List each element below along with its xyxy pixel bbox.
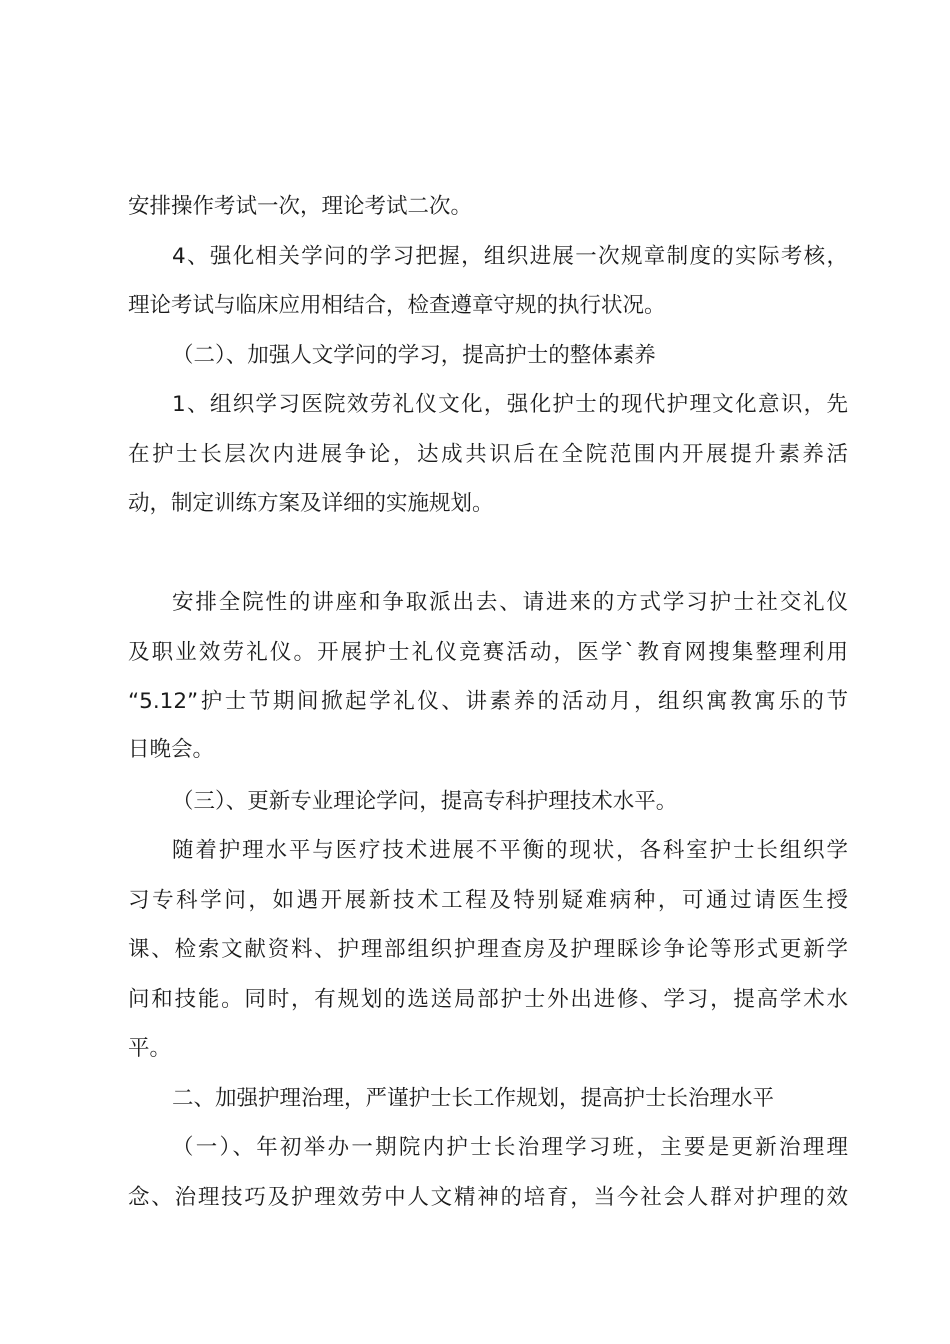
text-line: 日晚会。 <box>128 737 215 762</box>
text-line: 在护士长层次内进展争论，达成共识后在全院范围内开展提升素养活 <box>128 442 848 467</box>
text-line: 理论考试与临床应用相结合，检查遵章守规的执行状况。 <box>128 293 666 318</box>
text-line: “5.12”护士节期间掀起学礼仪、讲素养的活动月，组织寓教寓乐的节 <box>128 689 848 714</box>
section-heading: （三）、更新专业理论学问，提高专科护理技术水平。 <box>172 789 678 814</box>
text-line: 问和技能。同时，有规划的选送局部护士外出进修、学习，提高学术水 <box>128 987 848 1012</box>
text-line: 动，制定训练方案及详细的实施规划。 <box>128 491 494 516</box>
text-line: 习专科学问，如遇开展新技术工程及特别疑难病种，可通过请医生授 <box>128 888 848 913</box>
text-line: 1、组织学习医院效劳礼仪文化，强化护士的现代护理文化意识，先 <box>172 392 848 417</box>
text-line: 随着护理水平与医疗技术进展不平衡的现状，各科室护士长组织学 <box>172 838 848 863</box>
text-line: 课、检索文献资料、护理部组织护理查房及护理睬诊争论等形式更新学 <box>128 937 848 962</box>
text-line: 安排操作考试一次，理论考试二次。 <box>128 194 473 219</box>
section-heading: 二、加强护理治理，严谨护士长工作规划，提高护士长治理水平 <box>172 1086 775 1111</box>
text-line: （一）、年初举办一期院内护士长治理学习班，主要是更新治理理 <box>172 1135 848 1160</box>
text-line: 4、强化相关学问的学习把握，组织进展一次规章制度的实际考核， <box>172 244 848 269</box>
text-line: 及职业效劳礼仪。开展护士礼仪竞赛活动，医学`教育网搜集整理利用 <box>128 640 848 665</box>
section-heading: （二）、加强人文学问的学习，提高护士的整体素养 <box>172 343 656 368</box>
text-line: 安排全院性的讲座和争取派出去、请进来的方式学习护士社交礼仪 <box>172 590 848 615</box>
text-line: 念、治理技巧及护理效劳中人文精神的培育，当今社会人群对护理的效 <box>128 1185 848 1210</box>
text-line: 平。 <box>128 1036 172 1061</box>
